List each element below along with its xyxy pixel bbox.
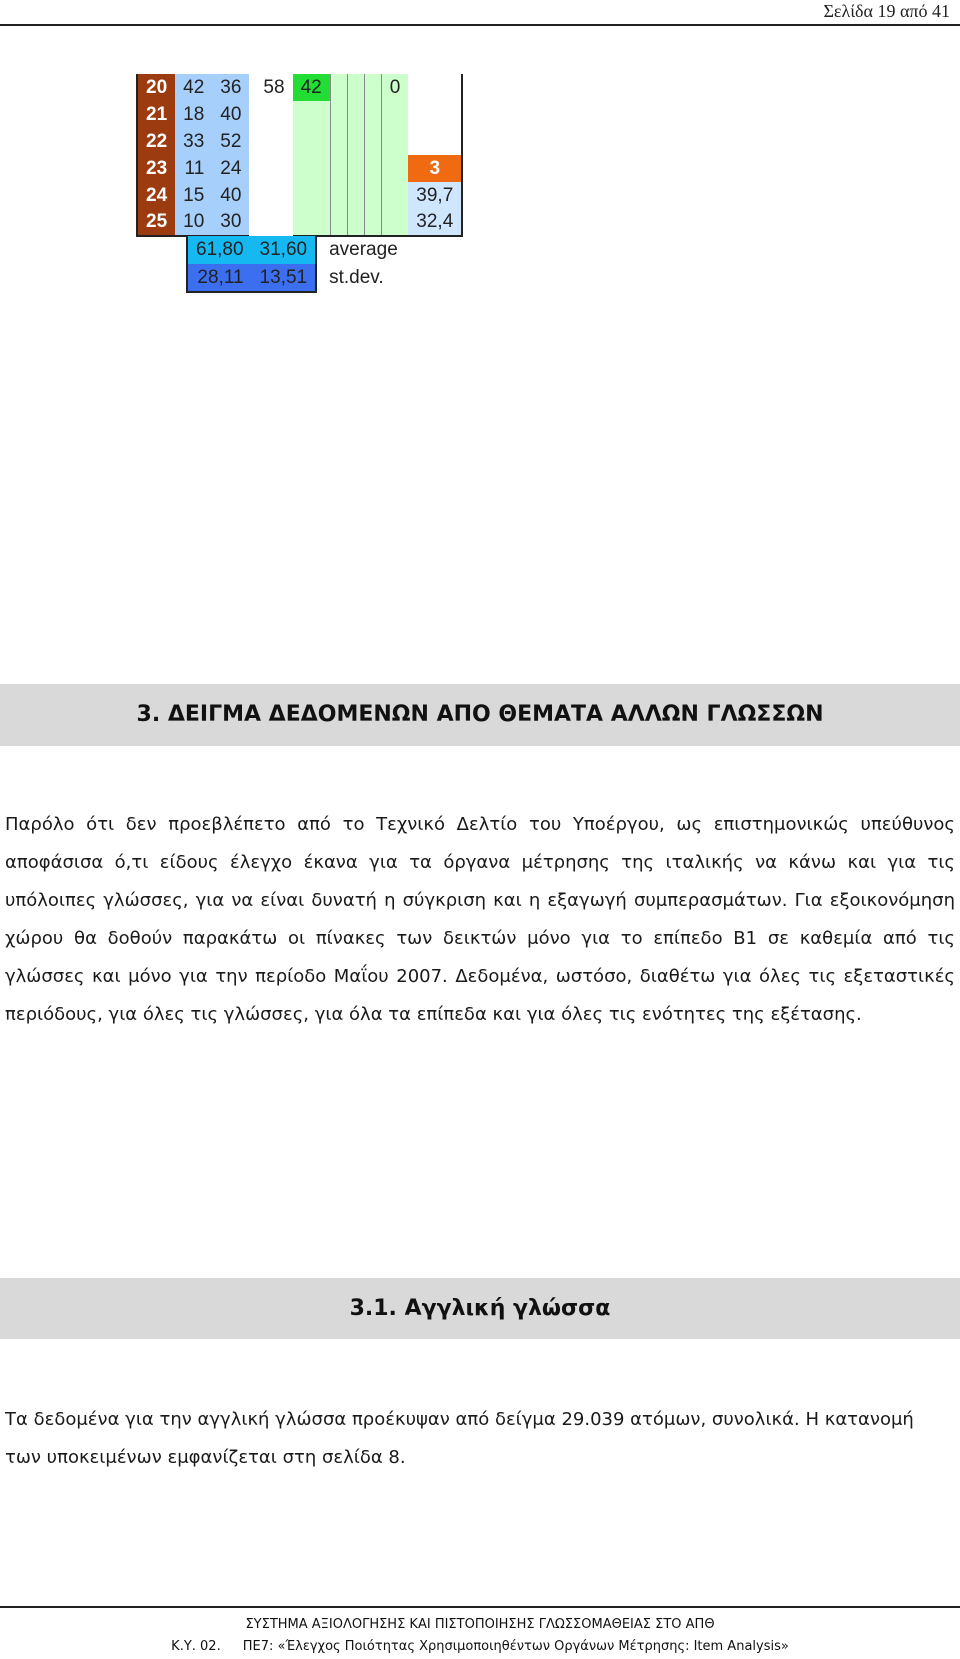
footer-project: ΠΕ7: «Έλεγχος Ποιότητας Χρησιμοποιηθέντων Οργάνων Μέτρησης: Item Analysis» [242,1639,789,1654]
cell-e [381,128,408,155]
stdev-a: 28,11 [187,264,252,292]
section-3-heading [0,684,960,746]
cell-empty [330,209,347,236]
cell-a: 33 [175,128,212,155]
cell-empty [330,128,347,155]
cell-empty [330,182,347,209]
section-3-paragraph: Παρόλο ότι δεν προεβλέπετο από το Τεχνικό Δελτίο του Υποέργου, ως επιστημονικώς υπεύθυνος αποφάσισα ό,τι είδους έλεγχο έκανα για τα όργανα μέτρησης της ιταλικής να κάνω και για τις υπόλοιπες γλώσσες, για να είναι δυνατή η σύγκριση και η εξαγωγή συμπερασμάτων. Για εξοικονόμηση χώρου θα δοθούν παρακάτω οι πίνακες των δεικτών μόνο για το επίπεδο Β1 σε καθεμία από τις γλώσσες και μόνο για την περίοδο Μαΐου 2007. Δεδομένα, ωστόσο, διαθέτω για όλες τις εξεταστικές περιόδους, για όλες τις γλώσσες, για όλα τα επίπεδα και για όλες τις ενότητες της εξέτασης. [5,814,955,1025]
stdev-b: 13,51 [252,264,317,292]
cell-f: 32,4 [408,209,462,236]
table-row [137,101,462,128]
row-id: 23 [137,155,175,182]
cell-b: 36 [212,74,249,101]
row-id: 20 [137,74,175,101]
table-row [137,209,462,236]
stdev-row [187,264,407,292]
cell-empty [330,155,347,182]
cell-f [408,74,462,101]
cell-c [249,101,292,128]
cell-a: 10 [175,209,212,236]
page-header [0,0,960,26]
row-id: 24 [137,182,175,209]
section-3-1-title: 3.1. Αγγλική γλώσσα [349,1296,611,1321]
cell-c [249,128,292,155]
row-id: 22 [137,128,175,155]
cell-empty [347,74,364,101]
table-row [137,74,462,101]
row-id: 21 [137,101,175,128]
cell-f: 3 [408,155,462,182]
cell-c [249,182,292,209]
stdev-label: st.dev. [329,267,384,288]
cell-empty [330,101,347,128]
cell-e: 0 [381,74,408,101]
average-label: average [329,239,398,260]
cell-empty [364,128,381,155]
cell-empty [347,155,364,182]
data-table [136,74,463,237]
cell-a: 18 [175,101,212,128]
section-3-title: 3. ΔΕΙΓΜΑ ΔΕΔΟΜΕΝΩΝ ΑΠΟ ΘΕΜΑΤΑ ΑΛΛΩΝ ΓΛΩΣΣΩΝ [136,702,824,727]
table-row [137,182,462,209]
cell-empty [364,155,381,182]
cell-e [381,155,408,182]
cell-b: 40 [212,182,249,209]
section-3-1-heading [0,1278,960,1339]
average-row [187,236,407,264]
cell-b: 52 [212,128,249,155]
footer-subtitle [0,1636,960,1658]
cell-empty [330,74,347,101]
cell-empty [364,74,381,101]
footer-code: Κ.Υ. 02. [171,1639,221,1654]
cell-d [293,209,331,236]
cell-e [381,182,408,209]
row-id: 25 [137,209,175,236]
cell-d [293,128,331,155]
cell-empty [347,182,364,209]
cell-empty [364,209,381,236]
cell-f [408,101,462,128]
cell-a: 11 [175,155,212,182]
cell-empty [364,182,381,209]
cell-d [293,155,331,182]
cell-e [381,209,408,236]
section-3-1-paragraph: Τα δεδομένα για την αγγλική γλώσσα προέκυψαν από δείγμα 29.039 ατόμων, συνολικά. Η κατανομή των υποκειμένων εμφανίζεται στη σελίδα 8. [5,1409,914,1468]
cell-c: 58 [263,76,285,98]
table-row [137,128,462,155]
footer-title: ΣΥΣΤΗΜΑ ΑΞΙΟΛΟΓΗΣΗΣ ΚΑΙ ΠΙΣΤΟΠΟΙΗΣΗΣ ΓΛΩΣΣΟΜΑΘΕΙΑΣ ΣΤΟ ΑΠΘ [245,1617,715,1632]
cell-empty [347,101,364,128]
cell-empty [364,101,381,128]
cell-c [249,209,292,236]
cell-b: 40 [212,101,249,128]
cell-b: 24 [212,155,249,182]
table-row [137,155,462,182]
summary-table [186,236,408,293]
cell-e [381,101,408,128]
cell-d [293,101,331,128]
cell-empty [347,209,364,236]
average-b: 31,60 [252,236,317,264]
cell-d [293,182,331,209]
cell-a: 42 [175,74,212,101]
cell-f [408,128,462,155]
cell-d: 42 [293,74,331,101]
cell-b: 30 [212,209,249,236]
cell-c [249,155,292,182]
cell-a: 15 [175,182,212,209]
page-number: Σελίδα 19 από 41 [823,1,950,21]
cell-empty [347,128,364,155]
cell-f: 39,7 [408,182,462,209]
average-a: 61,80 [187,236,252,264]
page-footer [0,1606,960,1658]
